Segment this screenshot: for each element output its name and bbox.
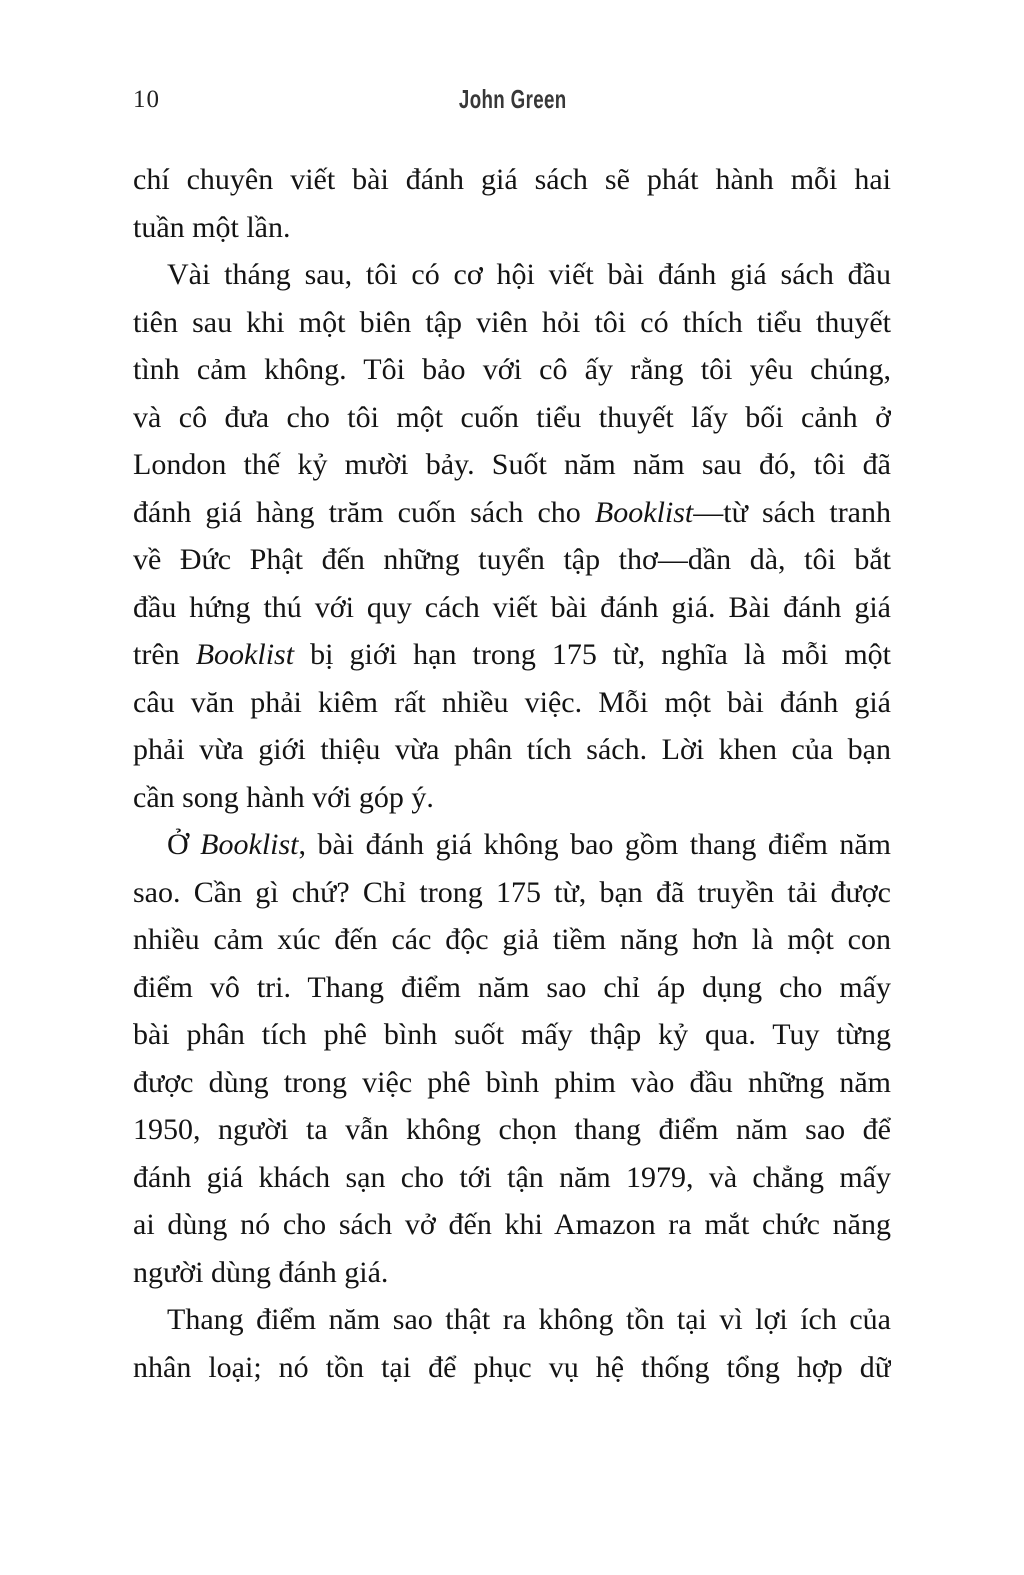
text-line xyxy=(133,489,891,537)
running-header-text: John Green xyxy=(458,84,567,114)
text-line: chí chuyên viết bài đánh giá sách sẽ phát hành mỗi hai xyxy=(133,163,891,196)
text-line: nhân loại; nó tồn tại để phục vụ hệ thống tổng hợp dữ xyxy=(133,1350,891,1384)
booklist-italic: Booklist xyxy=(594,495,694,529)
text-segment: trên xyxy=(133,638,196,671)
text-line: ai dùng nó cho sách vở đến khi Amazon ra mắt chức năng xyxy=(133,1208,891,1241)
text-line: câu văn phải kiêm rất nhiều việc. Mỗi một bài đánh giá xyxy=(133,685,891,719)
text-line: về Đức Phật đến những tuyển tập thơ—dần dà, tôi bắt xyxy=(133,543,891,576)
page-number: 10 xyxy=(133,86,160,113)
text-line: và cô đưa cho tôi một cuốn tiểu thuyết lấy bối cảnh ở xyxy=(133,400,891,434)
page-header xyxy=(133,84,892,116)
text-line: sao. Cần gì chứ? Chỉ trong 175 từ, bạn đã truyền tải được xyxy=(133,875,891,909)
text-segment: bị giới hạn trong 175 từ, nghĩa là mỗi một xyxy=(294,638,891,671)
body-text xyxy=(133,156,891,1391)
text-line: bài phân tích phê bình suốt mấy thập kỷ qua. Tuy từng xyxy=(133,1018,891,1051)
text-line: người dùng đánh giá. xyxy=(133,1255,389,1289)
text-line: tuần một lần. xyxy=(133,210,291,244)
booklist-italic: Booklist xyxy=(195,638,295,671)
text-line: London thế kỷ mười bảy. Suốt năm năm sau đó, tôi đã xyxy=(133,448,891,481)
text-line: đánh giá khách sạn cho tới tận năm 1979, và chẳng mấy xyxy=(133,1160,891,1194)
text-line: phải vừa giới thiệu vừa phân tích sách. Lời khen của bạn xyxy=(133,733,891,766)
text-line: Vài tháng sau, tôi có cơ hội viết bài đánh giá sách đầu xyxy=(167,258,891,291)
text-line: nhiều cảm xúc đến các độc giả tiềm năng hơn là một con xyxy=(133,923,891,956)
text-line: tiên sau khi một biên tập viên hỏi tôi có thích tiểu thuyết xyxy=(133,305,891,339)
text-line: Thang điểm năm sao thật ra không tồn tại vì lợi ích của xyxy=(167,1303,891,1336)
text-line: cần song hành với góp ý. xyxy=(133,780,434,814)
text-line: được dùng trong việc phê bình phim vào đầu những năm xyxy=(133,1065,891,1099)
text-line xyxy=(133,821,891,869)
booklist-italic: Booklist xyxy=(200,828,299,861)
text-segment: , bài đánh giá không bao gồm thang điểm năm xyxy=(298,828,891,861)
text-line xyxy=(133,631,891,679)
text-segment: —từ sách tranh xyxy=(693,495,891,529)
text-line: đầu hứng thú với quy cách viết bài đánh giá. Bài đánh giá xyxy=(133,590,891,624)
text-line: 1950, người ta vẫn không chọn thang điểm năm sao để xyxy=(133,1113,891,1146)
text-segment: Ở xyxy=(167,828,201,861)
text-line: điểm vô tri. Thang điểm năm sao chỉ áp dụng cho mấy xyxy=(133,970,891,1004)
text-line: tình cảm không. Tôi bảo với cô ấy rằng tôi yêu chúng, xyxy=(133,353,891,386)
running-header xyxy=(133,84,892,115)
text-segment: đánh giá hàng trăm cuốn sách cho xyxy=(133,495,595,529)
